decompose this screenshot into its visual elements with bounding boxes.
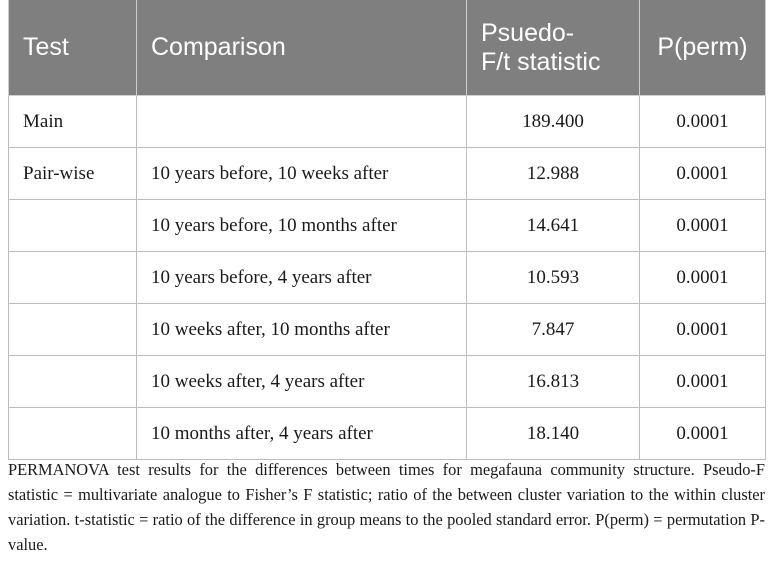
cell-pperm: 0.0001 [640, 148, 766, 200]
table-caption: PERMANOVA test results for the differences between times for megafauna community structure. Pseudo-F statistic = multivariate analogue to Fisher’s F statistic; ratio of the between cluster variation to the within cluster variation. t-statistic = ratio of the difference in group means to the pooled standard error. P(perm) = permutation P-value. [8, 460, 765, 554]
header-statistic [467, 0, 640, 96]
cell-test: Main [9, 96, 137, 148]
header-test: Test [9, 0, 137, 96]
cell-pperm: 0.0001 [640, 200, 766, 252]
table-row [9, 200, 766, 252]
cell-comparison [137, 96, 467, 148]
table-body [9, 96, 766, 460]
cell-pperm: 0.0001 [640, 408, 766, 460]
cell-comparison: 10 weeks after, 4 years after [137, 356, 467, 408]
cell-pperm: 0.0001 [640, 96, 766, 148]
cell-pperm: 0.0001 [640, 356, 766, 408]
header-statistic-label: Psuedo-F/t statistic [481, 18, 601, 76]
header-pperm: P(perm) [640, 0, 766, 96]
header-comparison: Comparison [137, 0, 467, 96]
cell-comparison: 10 weeks after, 10 months after [137, 304, 467, 356]
table-row [9, 252, 766, 304]
cell-comparison: 10 years before, 10 months after [137, 200, 467, 252]
cell-statistic: 18.140 [467, 408, 640, 460]
table-row [9, 408, 766, 460]
table-row [9, 304, 766, 356]
cell-statistic: 16.813 [467, 356, 640, 408]
cell-statistic: 10.593 [467, 252, 640, 304]
table-row [9, 96, 766, 148]
cell-test: Pair-wise [9, 148, 137, 200]
cell-pperm: 0.0001 [640, 252, 766, 304]
cell-test [9, 200, 137, 252]
cell-pperm: 0.0001 [640, 304, 766, 356]
permanova-results-table [8, 0, 766, 460]
cell-test [9, 304, 137, 356]
results-table-container [8, 0, 765, 460]
cell-test [9, 408, 137, 460]
cell-statistic: 189.400 [467, 96, 640, 148]
table-row [9, 356, 766, 408]
cell-statistic: 7.847 [467, 304, 640, 356]
cell-statistic: 14.641 [467, 200, 640, 252]
table-row [9, 148, 766, 200]
cell-comparison: 10 months after, 4 years after [137, 408, 467, 460]
cell-comparison: 10 years before, 10 weeks after [137, 148, 467, 200]
cell-test [9, 356, 137, 408]
cell-comparison: 10 years before, 4 years after [137, 252, 467, 304]
table-header-row [9, 0, 766, 96]
cell-test [9, 252, 137, 304]
cell-statistic: 12.988 [467, 148, 640, 200]
